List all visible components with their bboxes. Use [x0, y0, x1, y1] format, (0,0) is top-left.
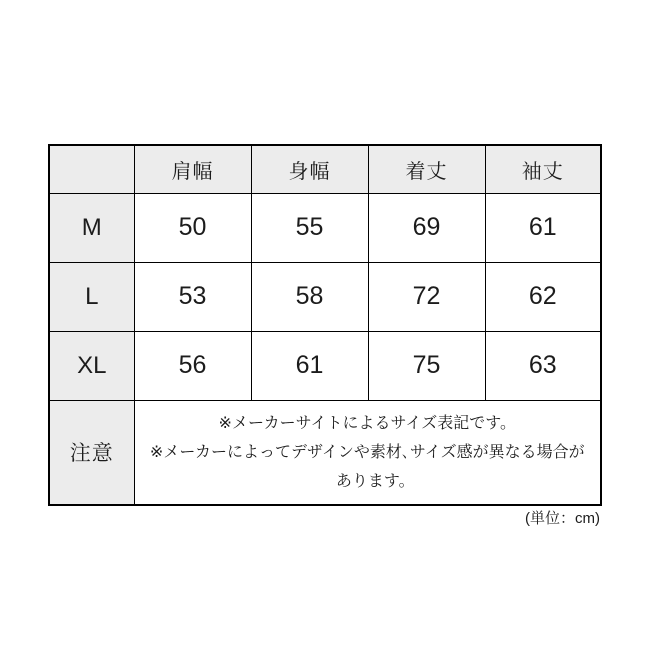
row-label-l: L [49, 262, 134, 331]
cell-xl-body: 61 [251, 331, 368, 400]
cell-m-body: 55 [251, 193, 368, 262]
note-line-3: あります。 [335, 472, 415, 490]
column-header-length: 着丈 [368, 145, 485, 193]
cell-xl-length: 75 [368, 331, 485, 400]
unit-label: (単位：cm) [525, 510, 600, 527]
column-header-shoulder-width: 肩幅 [134, 145, 251, 193]
row-label-xl: XL [49, 331, 134, 400]
cell-m-shoulder: 50 [134, 193, 251, 262]
cell-xl-shoulder: 56 [134, 331, 251, 400]
cell-l-length: 72 [368, 262, 485, 331]
table-row-xl [49, 331, 601, 400]
note-line-2: ※メーカーによってデザインや素材､サイズ感が異なる場合が [149, 443, 585, 461]
size-chart-table [48, 144, 602, 506]
note-line-1: ※メーカーサイトによるサイズ表記です。 [218, 414, 516, 432]
cell-l-shoulder: 53 [134, 262, 251, 331]
row-label-m: M [49, 193, 134, 262]
cell-m-sleeve: 61 [485, 193, 601, 262]
column-header-sleeve-length: 袖丈 [485, 145, 601, 193]
cell-xl-sleeve: 63 [485, 331, 601, 400]
cell-m-length: 69 [368, 193, 485, 262]
cell-l-sleeve: 62 [485, 262, 601, 331]
note-row-label: 注意 [49, 400, 134, 505]
header-row [49, 145, 601, 193]
cell-l-body: 58 [251, 262, 368, 331]
table-row-m [49, 193, 601, 262]
table-row-l [49, 262, 601, 331]
note-cell [134, 400, 601, 505]
corner-cell [49, 145, 134, 193]
note-row [49, 400, 601, 505]
column-header-body-width: 身幅 [251, 145, 368, 193]
